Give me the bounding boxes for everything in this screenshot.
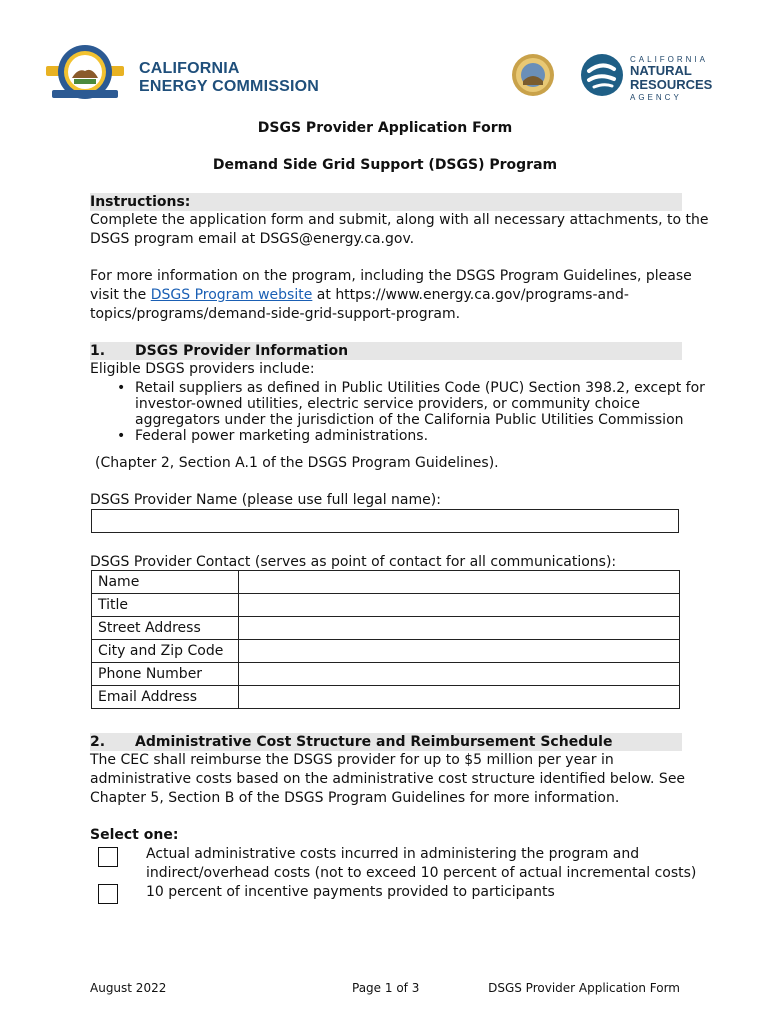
table-row [92, 686, 680, 709]
section2-text: administrative costs based on the administrative cost structure identified below. See [90, 771, 686, 787]
list-item: • Retail suppliers as defined in Public Utilities Code (PUC) Section 398.2, except for investor-owned utilities, electric service providers, or community choice aggregators under the jurisdiction of the California Public Utilities Commission [115, 380, 695, 428]
table-row [92, 571, 680, 594]
provider-contact-label: DSGS Provider Contact (serves as point of contact for all communications): [90, 554, 617, 570]
section1-intro: Eligible DSGS providers include: [90, 361, 315, 377]
footer-date: August 2022 [90, 981, 167, 995]
contact-city-zip-field[interactable] [239, 640, 680, 663]
contact-phone-label: Phone Number [92, 663, 239, 686]
provider-name-label: DSGS Provider Name (please use full legal name): [90, 492, 441, 508]
list-item: • Federal power marketing administrations. [115, 428, 695, 444]
cec-seal-logo [44, 42, 126, 102]
contact-name-label: Name [92, 571, 239, 594]
section2-heading-bar [90, 733, 682, 751]
section2-text: The CEC shall reimburse the DSGS provider for up to $5 million per year in [90, 752, 614, 768]
option1-label: Actual administrative costs incurred in administering the program and [146, 846, 640, 862]
eligible-providers-list [115, 380, 705, 444]
contact-street-field[interactable] [239, 617, 680, 640]
instructions-text: visit the [90, 287, 151, 303]
section1-heading: DSGS Provider Information [135, 343, 349, 359]
contact-street-label: Street Address [92, 617, 239, 640]
contact-title-label: Title [92, 594, 239, 617]
footer-page-number: Page 1 of 3 [352, 981, 420, 995]
option1-checkbox[interactable] [98, 847, 118, 867]
select-one-label: Select one: [90, 827, 179, 843]
instructions-text: topics/programs/demand-side-grid-support-program. [90, 306, 461, 322]
table-row [92, 617, 680, 640]
contact-city-zip-label: City and Zip Code [92, 640, 239, 663]
cnra-line4: AGENCY [630, 93, 682, 102]
instructions-text: at https://www.energy.ca.gov/programs-and- [312, 287, 629, 303]
instructions-text: For more information on the program, including the DSGS Program Guidelines, please [90, 268, 692, 284]
section2-heading: Administrative Cost Structure and Reimbursement Schedule [135, 734, 613, 750]
contact-email-label: Email Address [92, 686, 239, 709]
cnra-line2: NATURAL [630, 63, 692, 78]
contact-title-field[interactable] [239, 594, 680, 617]
section2-number: 2. [90, 734, 106, 750]
section1-heading-bar [90, 342, 682, 360]
state-seal-logo [511, 53, 555, 97]
cec-logo-wordmark [139, 60, 319, 96]
page-subtitle: Demand Side Grid Support (DSGS) Program [212, 157, 558, 173]
instructions-link-line [90, 287, 629, 303]
cnra-line1: CALIFORNIA [630, 55, 709, 64]
dsgs-program-website-link[interactable]: DSGS Program website [150, 287, 313, 303]
option1-label-cont: indirect/overhead costs (not to exceed 10 percent of actual incremental costs) [146, 865, 697, 881]
provider-name-field[interactable] [91, 509, 679, 533]
section1-note: (Chapter 2, Section A.1 of the DSGS Program Guidelines). [95, 455, 499, 471]
option2-label: 10 percent of incentive payments provided to participants [146, 884, 555, 900]
instructions-heading: Instructions: [90, 193, 682, 211]
cnra-line3: RESOURCES [630, 77, 713, 92]
cnra-logo-mark [580, 53, 624, 97]
table-row [92, 640, 680, 663]
cec-logo-line2: ENERGY COMMISSION [139, 78, 320, 95]
instructions-text: DSGS program email at DSGS@energy.ca.gov. [90, 231, 415, 247]
option2-checkbox[interactable] [98, 884, 118, 904]
cec-logo-line1: CALIFORNIA [139, 60, 240, 77]
page-title: DSGS Provider Application Form [257, 120, 513, 136]
provider-contact-table [91, 570, 680, 709]
contact-name-field[interactable] [239, 571, 680, 594]
section1-number: 1. [90, 343, 106, 359]
table-row [92, 594, 680, 617]
instructions-text: Complete the application form and submit, along with all necessary attachments, to the [90, 212, 709, 228]
contact-email-field[interactable] [239, 686, 680, 709]
section2-text: Chapter 5, Section B of the DSGS Program Guidelines for more information. [90, 790, 620, 806]
table-row [92, 663, 680, 686]
footer-form-name: DSGS Provider Application Form [488, 981, 680, 995]
cnra-logo-wordmark [630, 55, 712, 102]
contact-phone-field[interactable] [239, 663, 680, 686]
